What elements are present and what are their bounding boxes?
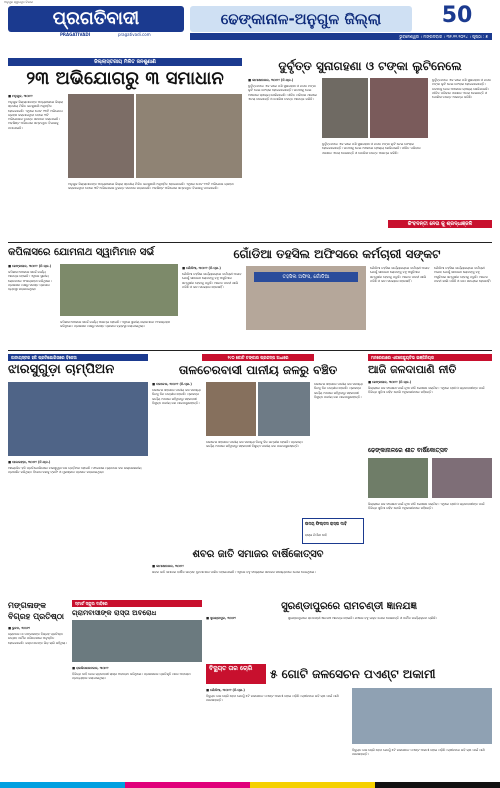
info-box-subtitle: ରାସ୍ତା ନିର୍ମାଣ ଦାବି (305, 533, 327, 537)
story-roadblock (72, 600, 202, 780)
anniversary-badge: 50 (441, 3, 473, 28)
story-headline[interactable]: ଝାରସୁଗୁଡ଼ା ଚାମ୍ପିଅନ (8, 362, 115, 377)
story-body: ଶବର ଜାତି ସମାଜର ବାର୍ଷିକ ଉତ୍ସବ ଧୁମଧାମରେ ପାଳିତ ହୋଇଯାଇଛି। ଏଥିରେ ବହୁ ସଂଖ୍ୟାରେ ସମାଜର ସଦସ୍ୟମାନେ ଯୋଗ ଦେଇଥିଲେ। (152, 570, 316, 574)
story-ramchandi (206, 600, 492, 630)
story-byline: ■ ଢେଙ୍କାନାଳ, ୩୦ା୧୨ (ନି.ପ୍ର.) (8, 264, 52, 268)
story-headline[interactable]: ଆଜି ଜଳଦାପାଣି ନୀତି (368, 363, 457, 376)
story-grievance (8, 58, 242, 238)
story-body: ଦୁର୍ବୃତ୍ତମାନେ ଏକ ଘରେ ପଶି ସୁନାଗହଣା ଓ ନଗଦ ଟଙ୍କା ଲୁଟି ନେଇ ଫେରାର ହୋଇଯାଇଛନ୍ତି। ଘଟଣାକୁ ନେଇ ଅଞ୍ଚଳରେ ଚାଞ୍ଚଲ୍ୟ ଖେଳିଯାଇଛି। ପୀଡିତ ପରିବାର ଥାନାରେ ଏତଲା ଦେଇଛନ୍ତି ଓ ପୋଲିସ ତଦନ୍ତ ଆରମ୍ଭ କରିଛି। (432, 78, 491, 100)
story-photo (72, 620, 202, 662)
story-body: ସୁରଣ୍ଡାପୁରରେ ରାମଚଣ୍ଡୀ ଜ୍ଞାନଯଜ୍ଞ ଆରମ୍ଭ ହୋଇଛି। ଯଜ୍ଞରେ ବହୁ ଭକ୍ତ ଯୋଗ ଦେଉଛନ୍ତି ଓ ଧାର୍ମିକ କାର୍ଯ୍ୟକ୍ରମ ଚାଲିଛି। (288, 616, 438, 620)
story-tahasil (182, 246, 492, 346)
story-photo (432, 458, 492, 498)
story-kicker: ସ୍ମାର୍ଟ ସ୍କୁଲ ଦାବିରେ (72, 600, 202, 607)
logo[interactable]: ପ୍ରଗତିବାଦୀ (8, 6, 184, 32)
story-byline: ■ ଭୁବନ, ୩୦ା୧୨ (8, 626, 31, 630)
story-byline: ■ ପାଲଲହଡ଼ା, ୩୦ା୧୨ (ନି.ପ୍ର.) (8, 460, 51, 464)
story-photo (136, 94, 242, 178)
story-byline: ■ ତାଳଚେର, ୩୦ା୧୨ (ନି.ପ୍ର.) (152, 382, 192, 386)
story-kicker: ଜିଲ୍ଲାସ୍ତରୀୟ ମିଳିତ ଜନଶୁଣାଣି (8, 58, 242, 66)
story-mangal (8, 600, 68, 780)
office-sign: ତହସିଲ ଅଫିସ, ଗୋଁଡିଆ (254, 272, 358, 282)
story-body: ଦୁର୍ବୃତ୍ତମାନେ ଏକ ଘରେ ପଶି ସୁନାଗହଣା ଓ ନଗଦ ଟଙ୍କା ଲୁଟି ନେଇ ଫେରାର ହୋଇଯାଇଛନ୍ତି। ଘଟଣାକୁ ନେଇ ଅଞ୍ଚଳରେ ଚାଞ୍ଚଲ୍ୟ ଖେଳିଯାଇଛି। ପୀଡିତ ପରିବାର ଥାନାରେ ଏତଲା ଦେଇଛନ୍ତି ଓ ପୋଲିସ ତଦନ୍ତ ଆରମ୍ଭ କରିଛି। (248, 84, 317, 101)
story-photo (246, 266, 366, 330)
story-headline[interactable]: ଗୋଁଡିଆ ତହସିଲ ଅଫିସରେ କର୍ମଚାରୀ ସଙ୍କଟ (233, 247, 441, 261)
story-photo (368, 458, 428, 498)
story-headline[interactable]: ୫ ଗୋଟି ଜଳସେଚନ ପଏଣ୍ଟ ଅକାମୀ (270, 667, 436, 681)
dateline: ଭୁବନେଶ୍ୱର । ମଙ୍ଗଳବାର । ୩୧.୧୨.୨୦୨୪ । ପୃଷ୍ଠା : ୭ (190, 33, 492, 40)
sub-headline[interactable]: ଢେଙ୍କାନାଳରେ ଶୀତ ବାର୍ଷିକୋତ୍ସବ (368, 447, 448, 454)
story-photo (60, 264, 178, 316)
story-byline: ■ ସୁରଣ୍ଡାପୁର, ୩୦ା୧୨ (206, 616, 237, 620)
story-policy (368, 354, 492, 524)
masthead (0, 0, 500, 42)
story-byline: ■ ଗୋଁଡିଆ, ୩୦ା୧୨ (ନି.ପ୍ର.) (182, 266, 221, 270)
info-box-title: ଉଦୟ ଫିଲ୍ଡସ ରାସ୍ତା ଦାବି (305, 521, 347, 526)
color-strip (0, 782, 500, 788)
story-photo (352, 688, 492, 744)
story-body: ଗୋଁଡିଆ ତହସିଲ କାର୍ଯ୍ୟାଳୟରେ କର୍ମଚାରୀ ଅଭାବ ଯୋଗୁଁ ସାଧାରଣ ଲୋକଙ୍କୁ ବହୁ ଅସୁବିଧାର ସମ୍ମୁଖୀନ ହେବାକୁ ପଡୁଛି। ଅନେକ ପଦବୀ ଖାଲି ପଡିଛି ଓ କାମ ସମୟରେ ହେଉନାହିଁ। (370, 266, 430, 283)
story-photo (322, 78, 368, 138)
story-photo (370, 78, 428, 138)
story-byline: ■ ରାଜକିଶୋରନଗର, ୩୦ା୧୨ (72, 666, 109, 670)
story-shabar (152, 518, 364, 598)
story-byline: ■ କାମାକ୍ଷାନଗର, ୩୦ା୧୨ (ନି.ପ୍ର.) (248, 78, 294, 82)
story-body: ଜିଲ୍ଲାରେ ଜଳ ସଂରକ୍ଷଣ ପାଇଁ ନୂଆ ନୀତି ଘୋଷଣା କରାଯିବ। ଏଥିରେ ଚାଷୀ ଓ ଗ୍ରାମବାସୀଙ୍କ ପାଇଁ ବିଭିନ୍ନ ସୁବିଧା ରହିବ ବୋଲି ଅଧିକାରୀମାନେ କହିଛନ୍ତି। (368, 502, 485, 511)
story-byline: ■ ଗୋଁଡିଆ, ୩୦ା୧୨ (ନି.ପ୍ର.) (206, 688, 245, 692)
sidebar-tag: କିଂବଦନ୍ତୀ ନେତା କୁ ଶ୍ରଦ୍ଧାଞ୍ଜଳି (388, 220, 492, 228)
story-body: କପିଳାସ ଅଞ୍ଚଳରେ ସର୍ଭେ କାର୍ଯ୍ୟ ଆରମ୍ଭ ହୋଇଛି। ଏଥିରେ ସ୍ଥାନୀୟ ଲୋକମାନେ ଅଂଶଗ୍ରହଣ କରିଥିଲେ। ପ୍ରଶାସନ ପକ୍ଷରୁ ସମସ୍ତ ପ୍ରକାର ବ୍ୟବସ୍ଥା କରାଯାଇଥିଲା। (60, 320, 170, 329)
story-body: ତାଳଚେର ସହରରେ ପାନୀୟ ଜଳ ସମସ୍ୟା ଦିନକୁ ଦିନ ଗମ୍ଭୀର ହେଉଛି। ପ୍ରକଳ୍ପ କାର୍ଯ୍ୟ ଅଧାରେ ରହିଥିବାରୁ ସହରବାସୀ ବିଶୁଦ୍ଧ ପାନୀୟ ଜଳ ପାଇପାରୁନାହାନ୍ତି। (206, 440, 303, 449)
divider (8, 242, 492, 243)
story-body: ବିଦ୍ୟୁତ ତାର ଚୋରି ହେବା ଯୋଗୁଁ ୫ଟି ଜଳସେଚନ ପଏଣ୍ଟ ଅକାମୀ ହୋଇ ପଡ଼ିଛି। ଚାଷୀମାନେ ରବି ଚାଷ ପାଇଁ ପାଣି ପାଉନାହାନ୍ତି। (352, 748, 485, 757)
story-body: ଅନୁଗୁଳ ଜିଲ୍ଲାପାଳଙ୍କ ଅଧ୍ୟକ୍ଷତାରେ ଜିଲ୍ଲା ସ୍ତରୀୟ ମିଳିତ ଜନଶୁଣାଣି ଅନୁଷ୍ଠିତ ହୋଇଯାଇଛି। ଏଥିରେ ମୋଟ ୨୩ଟି ଅଭିଯୋଗ ଗ୍ରହଣ କରାଯାଇଥିବା ବେଳେ ୩ଟି ଅଭିଯୋଗର ତୁରନ୍ତ ସମାଧାନ କରାଯାଇଛି। ଅବଶିଷ୍ଟ ଅଭିଯୋଗ ସମ୍ବନ୍ଧିତ ବିଭାଗକୁ ପଠାଯାଇଛି। (68, 182, 234, 191)
story-body: ଆୟୋଜିତ ହକି ପ୍ରତିଯୋଗିତାରେ ଝାରସୁଗୁଡ଼ା ଦଳ ଚାମ୍ପିଅନ ହୋଇଛି। ଫାଇନାଲ ମ୍ୟାଚରେ ଦଳ ଉଲ୍ଲେଖନୀୟ ପ୍ରଦର୍ଶନ କରିଥିଲା। ବିଜେତା ଦଳକୁ ଟ୍ରଫି ଓ ପୁରସ୍କାର ପ୍ରଦାନ କରାଯାଇଥିଲା। (8, 466, 142, 475)
story-headline[interactable]: ଗ୍ରାମବାସୀଙ୍କ ରାସ୍ତା ଅବରୋଧ (72, 609, 157, 617)
story-body: ଗ୍ରାମରେ ମା ମଙ୍ଗଳାଙ୍କ ବିଗ୍ରହ ପ୍ରତିଷ୍ଠା ଉତ୍ସବ ଧାର୍ମିକ ପରିବେଶରେ ଅନୁଷ୍ଠିତ ହୋଇଯାଇଛି। ଭକ୍ତମାନଙ୍କ ଭିଡ଼ ଲାଗି ରହିଥିଲା। (8, 632, 67, 645)
logo-url: pragativadi.com (118, 32, 151, 37)
top-note: ଅନୁଗୁଳ ସ୍ୱତନ୍ତ୍ର ବିଭାଗ (4, 0, 33, 4)
story-headline[interactable]: ଦୁର୍ବୃତ୍ତ ସୁନାଗହଣା ଓ ଟଙ୍କା ଲୁଟିନେଲେ (278, 59, 462, 73)
story-photo (68, 94, 134, 178)
story-photo (258, 382, 310, 436)
story-photo (8, 382, 148, 456)
story-body: ତାଳଚେର ସହରରେ ପାନୀୟ ଜଳ ସମସ୍ୟା ଦିନକୁ ଦିନ ଗମ୍ଭୀର ହେଉଛି। ପ୍ରକଳ୍ପ କାର୍ଯ୍ୟ ଅଧାରେ ରହିଥିବାରୁ ସହରବାସୀ ବିଶୁଦ୍ଧ ପାନୀୟ ଜଳ ପାଇପାରୁନାହାନ୍ତି। (152, 388, 201, 405)
story-headline[interactable]: ୨୩ ଅଭିଯୋଗରୁ ୩ ସମାଧାନ (26, 68, 224, 89)
story-headline[interactable]: ମଙ୍ଗଳାଙ୍କ ବିଗ୍ରହ ପ୍ରତିଷ୍ଠା (8, 601, 64, 621)
logo-subtitle: PRAGATIVADI (60, 32, 91, 37)
story-irrigation (206, 664, 492, 780)
story-water (152, 354, 364, 514)
story-body: ଗୋଁଡିଆ ତହସିଲ କାର୍ଯ୍ୟାଳୟରେ କର୍ମଚାରୀ ଅଭାବ ଯୋଗୁଁ ସାଧାରଣ ଲୋକଙ୍କୁ ବହୁ ଅସୁବିଧାର ସମ୍ମୁଖୀନ ହେବାକୁ ପଡୁଛି। ଅନେକ ପଦବୀ ଖାଲି ପଡିଛି ଓ କାମ ସମୟରେ ହେଉନାହିଁ। (182, 272, 242, 289)
story-body: ଦୁର୍ବୃତ୍ତମାନେ ଏକ ଘରେ ପଶି ସୁନାଗହଣା ଓ ନଗଦ ଟଙ୍କା ଲୁଟି ନେଇ ଫେରାର ହୋଇଯାଇଛନ୍ତି। ଘଟଣାକୁ ନେଇ ଅଞ୍ଚଳରେ ଚାଞ୍ଚଲ୍ୟ ଖେଳିଯାଇଛି। ପୀଡିତ ପରିବାର ଥାନାରେ ଏତଲା ଦେଇଛନ୍ତି ଓ ପୋଲିସ ତଦନ୍ତ ଆରମ୍ଭ କରିଛି। (322, 142, 421, 155)
story-byline: ■ ମନୁଗୁଳ, ୩୦ା୧୨ (8, 94, 33, 98)
story-photo (206, 382, 256, 436)
edition-title: ଢେଙ୍କାନାଳ-ଅନୁଗୁଳ ଜିଲ୍ଲା (190, 6, 412, 32)
story-kicker: ଜାତୀୟସ୍ତର ହକି ପ୍ରତିଯୋଗିତାରେ ବିଜେତା (8, 354, 148, 361)
story-headline[interactable]: ତାଳଚେରବାସୀ ପାନୀୟ ଜଳରୁ ବଞ୍ଚିତ (178, 363, 338, 377)
story-robbery (248, 58, 492, 238)
story-body: ଜିଲ୍ଲାରେ ଜଳ ସଂରକ୍ଷଣ ପାଇଁ ନୂଆ ନୀତି ଘୋଷଣା କରାଯିବ। ଏଥିରେ ଚାଷୀ ଓ ଗ୍ରାମବାସୀଙ୍କ ପାଇଁ ବିଭିନ୍ନ ସୁବିଧା ରହିବ ବୋଲି ଅଧିକାରୀମାନେ କହିଛନ୍ତି। (368, 386, 485, 395)
story-body: ବିଭିନ୍ନ ଦାବି ନେଇ ଗ୍ରାମବାସୀ ରାସ୍ତା ଅବରୋଧ କରିଥିଲେ। ପ୍ରଶାସନର ପ୍ରତିଶୃତି ପରେ ଅବରୋଧ ପ୍ରତ୍ୟାହାର କରାଯାଇଥିଲା। (72, 672, 191, 681)
story-survey (8, 246, 178, 346)
story-champion (8, 354, 148, 514)
story-kicker: ୨୯୦ କୋଟି ଟଙ୍କାର ପ୍ରକଳ୍ପ ଅଧାରେ (202, 354, 314, 361)
story-body: କପିଳାସ ଅଞ୍ଚଳରେ ସର୍ଭେ କାର୍ଯ୍ୟ ଆରମ୍ଭ ହୋଇଛି। ଏଥିରେ ସ୍ଥାନୀୟ ଲୋକମାନେ ଅଂଶଗ୍ରହଣ କରିଥିଲେ। ପ୍ରଶାସନ ପକ୍ଷରୁ ସମସ୍ତ ପ୍ରକାର ବ୍ୟବସ୍ଥା କରାଯାଇଥିଲା। (8, 270, 52, 292)
info-box (302, 518, 364, 544)
story-byline: ■ ଢେଙ୍କାନାଳ, ୩୦ା୧୨ (ନି.ପ୍ର.) (368, 380, 412, 384)
story-body: ଅନୁଗୁଳ ଜିଲ୍ଲାପାଳଙ୍କ ଅଧ୍ୟକ୍ଷତାରେ ଜିଲ୍ଲା ସ୍ତରୀୟ ମିଳିତ ଜନଶୁଣାଣି ଅନୁଷ୍ଠିତ ହୋଇଯାଇଛି। ଏଥିରେ ମୋଟ ୨୩ଟି ଅଭିଯୋଗ ଗ୍ରହଣ କରାଯାଇଥିବା ବେଳେ ୩ଟି ଅଭିଯୋଗର ତୁରନ୍ତ ସମାଧାନ କରାଯାଇଛି। ଅବଶିଷ୍ଟ ଅଭିଯୋଗ ସମ୍ବନ୍ଧିତ ବିଭାଗକୁ ପଠାଯାଇଛି। (8, 100, 63, 130)
story-byline: ■ କାମାକ୍ଷାନଗର, ୩୦ା୧୨ (152, 564, 184, 568)
story-headline[interactable]: ଶବର ଜାତି ସମାଜର ବାର୍ଷିକୋତ୍ସବ (192, 549, 324, 560)
story-kicker: ବିଦ୍ୟୁତ ତାର ଚୋରି (206, 664, 266, 684)
story-headline[interactable]: କପିଳାସରେ ଯୋମନାଥ ସ୍ୱାମିମାନ ସର୍ଭ (8, 247, 155, 258)
story-body: ବିଦ୍ୟୁତ ତାର ଚୋରି ହେବା ଯୋଗୁଁ ୫ଟି ଜଳସେଚନ ପଏଣ୍ଟ ଅକାମୀ ହୋଇ ପଡ଼ିଛି। ଚାଷୀମାନେ ରବି ଚାଷ ପାଇଁ ପାଣି ପାଉନାହାନ୍ତି। (206, 694, 339, 703)
story-kicker: ମନରେଗାରେ ଏକଜେକ୍ୟୁଟିଭ ଇଞ୍ଜିନିୟର (368, 354, 492, 361)
story-body: ଗୋଁଡିଆ ତହସିଲ କାର୍ଯ୍ୟାଳୟରେ କର୍ମଚାରୀ ଅଭାବ ଯୋଗୁଁ ସାଧାରଣ ଲୋକଙ୍କୁ ବହୁ ଅସୁବିଧାର ସମ୍ମୁଖୀନ ହେବାକୁ ପଡୁଛି। ଅନେକ ପଦବୀ ଖାଲି ପଡିଛି ଓ କାମ ସମୟରେ ହେଉନାହିଁ। (434, 266, 491, 283)
story-body: ତାଳଚେର ସହରରେ ପାନୀୟ ଜଳ ସମସ୍ୟା ଦିନକୁ ଦିନ ଗମ୍ଭୀର ହେଉଛି। ପ୍ରକଳ୍ପ କାର୍ଯ୍ୟ ଅଧାରେ ରହିଥିବାରୁ ସହରବାସୀ ବିଶୁଦ୍ଧ ପାନୀୟ ଜଳ ପାଇପାରୁନାହାନ୍ତି। (314, 382, 363, 399)
divider (8, 350, 492, 351)
story-headline[interactable]: ସୁରଣ୍ଡାପୁରରେ ରାମଚଣ୍ଡୀ ଜ୍ଞାନଯଜ୍ଞ (281, 601, 417, 612)
